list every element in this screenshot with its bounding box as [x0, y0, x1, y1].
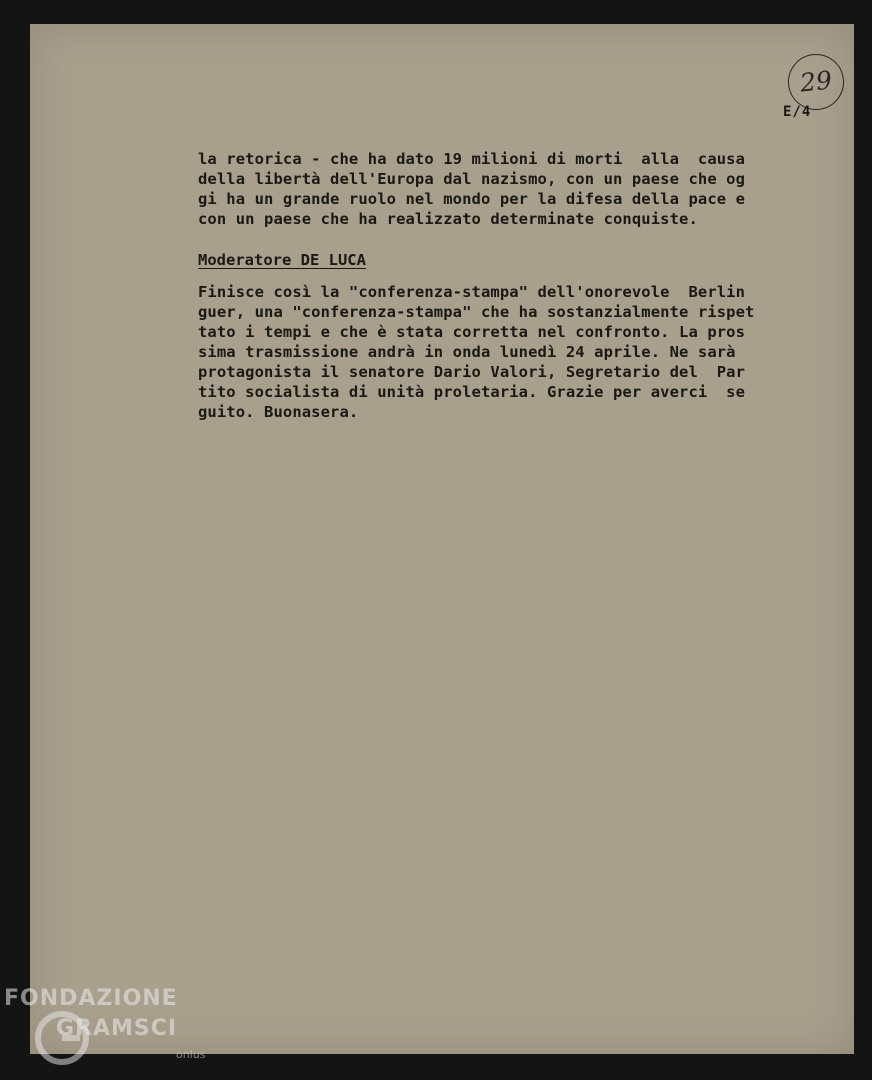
text-line: guer, una "conferenza-stampa" che ha sostanzialmente rispet — [198, 303, 755, 321]
speaker-heading: Moderatore DE LUCA — [198, 251, 366, 269]
handwritten-page-number: 29 — [785, 51, 847, 113]
text-line: gi ha un grande ruolo nel mondo per la difesa della pace e — [198, 190, 746, 208]
watermark-line: onlus — [176, 1048, 206, 1061]
paper-sheet — [30, 24, 854, 1054]
text-line: protagonista il senatore Dario Valori, Segretario del Par — [198, 363, 746, 381]
fondazione-gramsci-watermark — [4, 986, 224, 1076]
text-line: guito. Buonasera. — [198, 403, 359, 421]
text-line: tato i tempi e che è stata corretta nel confronto. La pros — [198, 323, 746, 341]
watermark-line: GRAMSCI — [56, 1016, 178, 1041]
text-line: sima trasmissione andrà in onda lunedì 24 aprile. Ne sarà — [198, 343, 736, 361]
text-line: con un paese che ha realizzato determinate conquiste. — [198, 210, 698, 228]
watermark-line: FONDAZIONE — [4, 986, 178, 1011]
text-line: tito socialista di unità proletaria. Grazie per averci se — [198, 383, 746, 401]
text-line: la retorica - che ha dato 19 milioni di morti alla causa — [198, 150, 746, 168]
page-reference: E/4 — [783, 104, 812, 120]
text-line: della libertà dell'Europa dal nazismo, con un paese che og — [198, 170, 746, 188]
text-line: Finisce così la "conferenza-stampa" dell'onorevole Berlin — [198, 283, 746, 301]
